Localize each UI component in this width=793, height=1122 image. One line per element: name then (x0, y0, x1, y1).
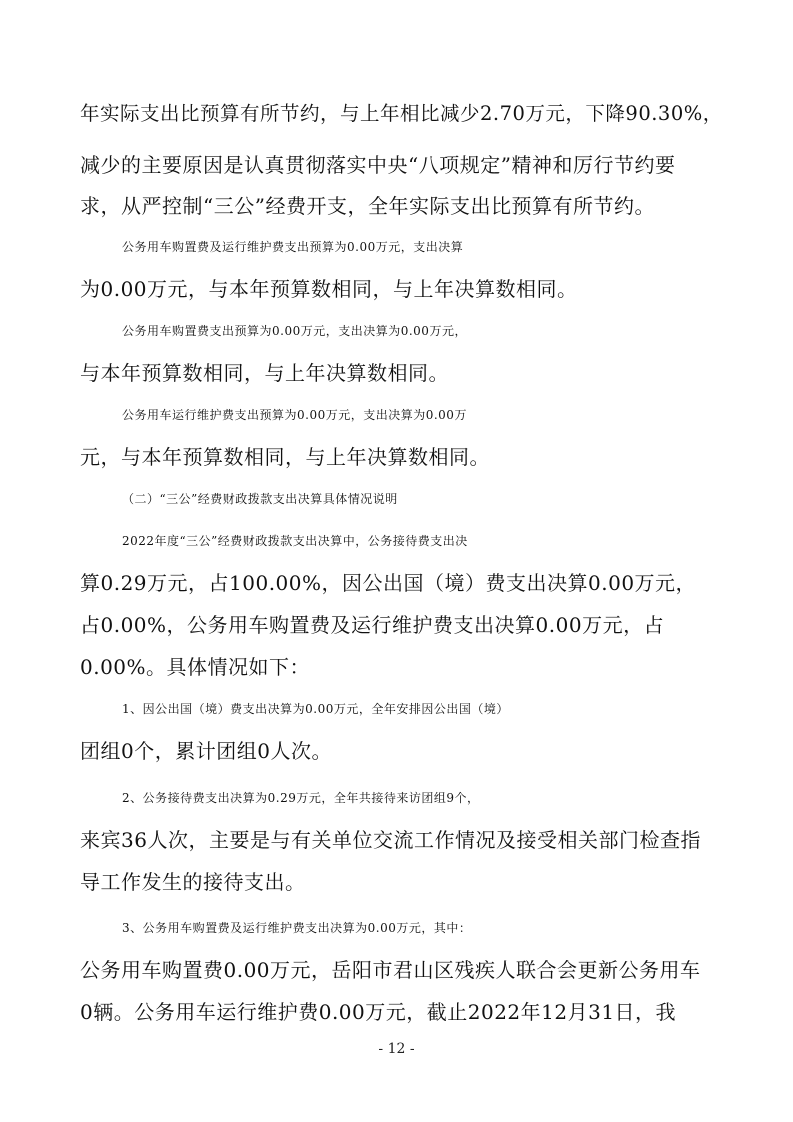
text-line: 与本年预算数相同，与上年决算数相同。 (80, 361, 449, 385)
text-line: 公务用车运行维护费支出预算为0.00万元，支出决算为0.00万 (122, 408, 467, 422)
text-line: 0.00%。具体情况如下： (80, 655, 311, 679)
text-line: 0辆。公务用车运行维护费0.00万元，截止2022年12月31日，我 (80, 1000, 677, 1024)
page-number: - 12 - (378, 1041, 415, 1057)
text-line: 导工作发生的接待支出。 (80, 870, 306, 894)
text-line: 来宾36人次，主要是与有关单位交流工作情况及接受相关部门检查指 (80, 828, 701, 852)
text-line: 占0.00%，公务用车购置费及运行维护费支出决算0.00万元，占 (80, 613, 665, 637)
text-line: 公务用车购置费支出预算为0.00万元，支出决算为0.00万元， (122, 324, 467, 338)
text-line: 团组0个，累计团组0人次。 (80, 739, 332, 763)
text-line: 减少的主要原因是认真贯彻落实中央“八项规定”精神和厉行节约要 (80, 153, 676, 177)
text-line: 求，从严控制“三公”经费开支，全年实际支出比预算有所节约。 (80, 194, 655, 218)
text-line: 2022年度“三公”经费财政拨款支出决算中，公务接待费支出决 (122, 534, 468, 548)
text-line: 公务用车购置费及运行维护费支出预算为0.00万元，支出决算 (122, 240, 464, 254)
section-heading: （二）“三公”经费财政拨款支出决算具体情况说明 (122, 492, 398, 506)
text-line: 2、公务接待费支出决算为0.29万元，全年共接待来访团组9个， (122, 791, 480, 805)
text-line: 算0.29万元，占100.00%，因公出国（境）费支出决算0.00万元， (80, 571, 697, 595)
text-line: 3、公务用车购置费及运行维护费支出决算为0.00万元，其中： (122, 921, 472, 935)
text-line: 元，与本年预算数相同，与上年决算数相同。 (80, 445, 490, 469)
text-line: 1、因公出国（境）费支出决算为0.00万元，全年安排因公出国（境） (122, 702, 509, 716)
text-line: 为0.00万元，与本年预算数相同，与上年决算数相同。 (80, 277, 578, 301)
text-line: 年实际支出比预算有所节约，与上年相比减少2.70万元，下降90.30%， (80, 102, 723, 125)
text-line: 公务用车购置费0.00万元，岳阳市君山区残疾人联合会更新公务用车 (80, 958, 701, 982)
